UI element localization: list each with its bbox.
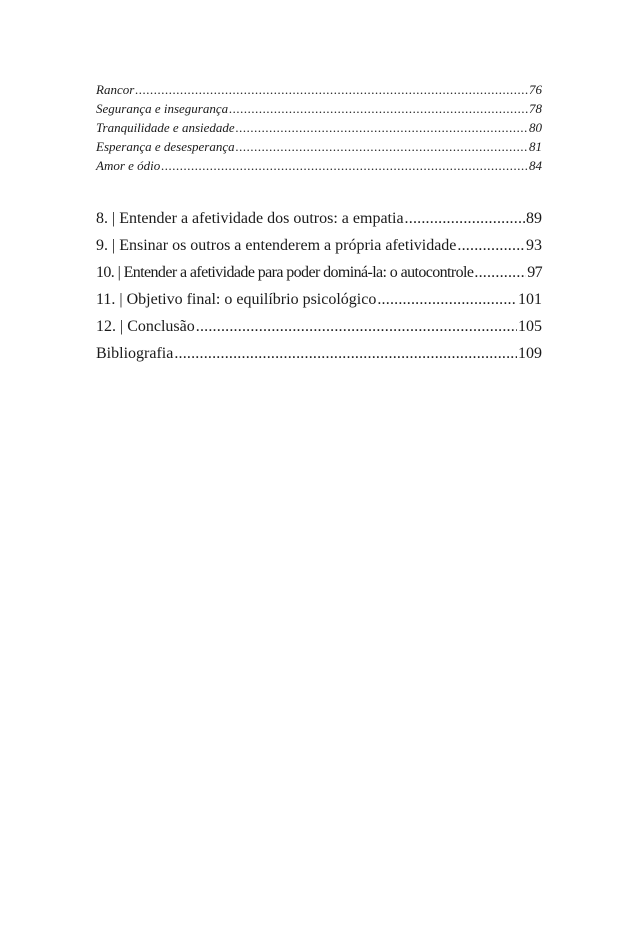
toc-entry-page: 89 <box>526 210 542 227</box>
toc-subentry-title: Tranquilidade e ansiedade <box>96 120 235 135</box>
toc-entry-page: 97 <box>527 264 542 281</box>
toc-subentry-page: 78 <box>529 101 542 116</box>
toc-subentry-page: 76 <box>529 82 542 97</box>
toc-subentry-title: Esperança e desesperança <box>96 139 235 154</box>
toc-entry-page: 101 <box>518 291 542 308</box>
toc-subentry-title: Segurança e insegurança <box>96 101 229 116</box>
toc-entry-title: 10. | Entender a afetividade para poder dominá-la: o autocontrole <box>96 264 474 281</box>
toc-subentry <box>96 156 542 175</box>
toc-subentry <box>96 137 542 156</box>
toc-entry <box>96 232 542 259</box>
dot-leader <box>457 232 525 259</box>
toc-subentry-page: 84 <box>529 158 542 173</box>
toc-entry-page: 105 <box>518 318 542 335</box>
toc-entry <box>96 286 542 313</box>
toc-subentry <box>96 99 542 118</box>
toc-entry <box>96 313 542 340</box>
toc-entry <box>96 259 542 286</box>
toc-subentry-page: 80 <box>529 120 542 135</box>
toc-entry-title: 12. | Conclusão <box>96 318 195 335</box>
dot-leader <box>236 137 528 156</box>
toc-subentry <box>96 80 542 99</box>
toc-entry-title: 11. | Objetivo final: o equilíbrio psicológico <box>96 291 377 308</box>
toc-entry <box>96 340 542 367</box>
dot-leader <box>174 340 517 367</box>
dot-leader <box>474 259 526 286</box>
toc-entry-page: 109 <box>518 345 542 362</box>
toc-entry <box>96 205 542 232</box>
toc-subentry-page: 81 <box>529 139 542 154</box>
dot-leader <box>236 118 528 137</box>
toc-subentry-title: Amor e ódio <box>96 158 161 173</box>
dot-leader <box>229 99 528 118</box>
toc-entry-title: Bibliografia <box>96 345 174 362</box>
toc-entry-title: 9. | Ensinar os outros a entenderem a própria afetividade <box>96 237 457 254</box>
dot-leader <box>405 205 525 232</box>
chapter-list <box>96 205 542 367</box>
toc-entry-title: 8. | Entender a afetividade dos outros: a empatia <box>96 210 404 227</box>
toc-subentry <box>96 118 542 137</box>
dot-leader <box>135 80 528 99</box>
toc-entry-page: 93 <box>526 237 542 254</box>
dot-leader <box>196 313 517 340</box>
toc-subentry-title: Rancor <box>96 82 135 97</box>
dot-leader <box>161 156 528 175</box>
table-of-contents <box>96 80 542 367</box>
dot-leader <box>377 286 517 313</box>
subentry-list <box>96 80 542 175</box>
